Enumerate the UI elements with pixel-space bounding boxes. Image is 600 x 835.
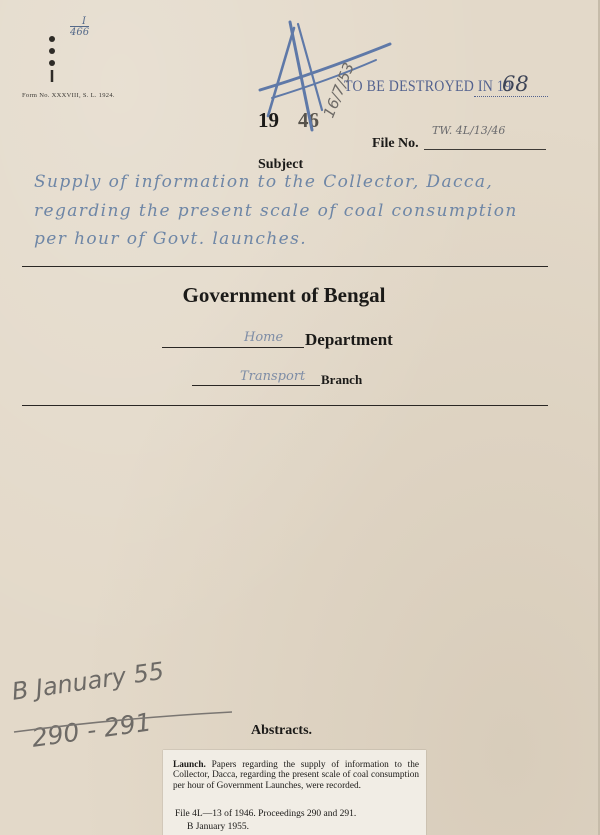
branch-blank-line	[192, 385, 320, 386]
file-no-label: File No.	[372, 136, 419, 151]
destroy-stamp-year: 68	[502, 72, 529, 96]
file-no-value: TW. 4L/13/46	[432, 124, 506, 137]
abstract-slip-date-line: B January 1955.	[187, 822, 250, 832]
bottom-divider	[22, 405, 548, 406]
form-number: Form No. XXXVIII, S. L. 1924.	[22, 92, 115, 99]
pencil-note-numbers: 290 - 291	[29, 707, 154, 753]
department-label: Department	[305, 330, 393, 349]
binder-holes-icon	[42, 30, 62, 86]
abstracts-heading: Abstracts.	[251, 723, 313, 738]
abstract-slip-title: Launch.	[173, 760, 206, 770]
pencil-note-date: B January 55	[10, 656, 166, 706]
subject-line-3: per hour of Govt. launches.	[34, 229, 308, 249]
subject-line-1: Supply of information to the Collector, Dacca,	[34, 172, 494, 192]
file-no-underline	[424, 149, 546, 150]
year-handwritten: 46	[298, 108, 319, 132]
subject-line-2: regarding the present scale of coal consumption	[34, 201, 518, 221]
department-blank-line	[162, 347, 304, 348]
department-handwritten: Home	[244, 330, 284, 345]
abstract-slip-text	[173, 760, 419, 791]
abstract-slip-file-line: File 4L—13 of 1946. Proceedings 290 and 291.	[175, 809, 357, 819]
corner-reference-top: I	[82, 16, 86, 27]
subject-label: Subject	[258, 157, 304, 172]
top-divider	[22, 266, 548, 267]
destroy-stamp: TO BE DESTROYED IN 19	[344, 78, 512, 95]
pencil-underline-icon	[10, 708, 240, 738]
corner-reference	[70, 16, 89, 38]
branch-handwritten: Transport	[240, 369, 306, 384]
abstract-slip	[163, 750, 426, 835]
pencil-date-mark: 16/7/53	[319, 60, 359, 121]
government-title: Government of Bengal	[182, 283, 386, 307]
abstract-slip-body: Papers regarding the supply of information to the Collector, Dacca, regarding the present scale of coal consumption per hour of Government Launches, were recorded.	[173, 760, 420, 791]
year-printed: 19	[258, 108, 279, 132]
branch-label: Branch	[321, 372, 363, 387]
stamp-year-line	[474, 96, 548, 97]
corner-reference-bottom: 466	[70, 27, 90, 38]
